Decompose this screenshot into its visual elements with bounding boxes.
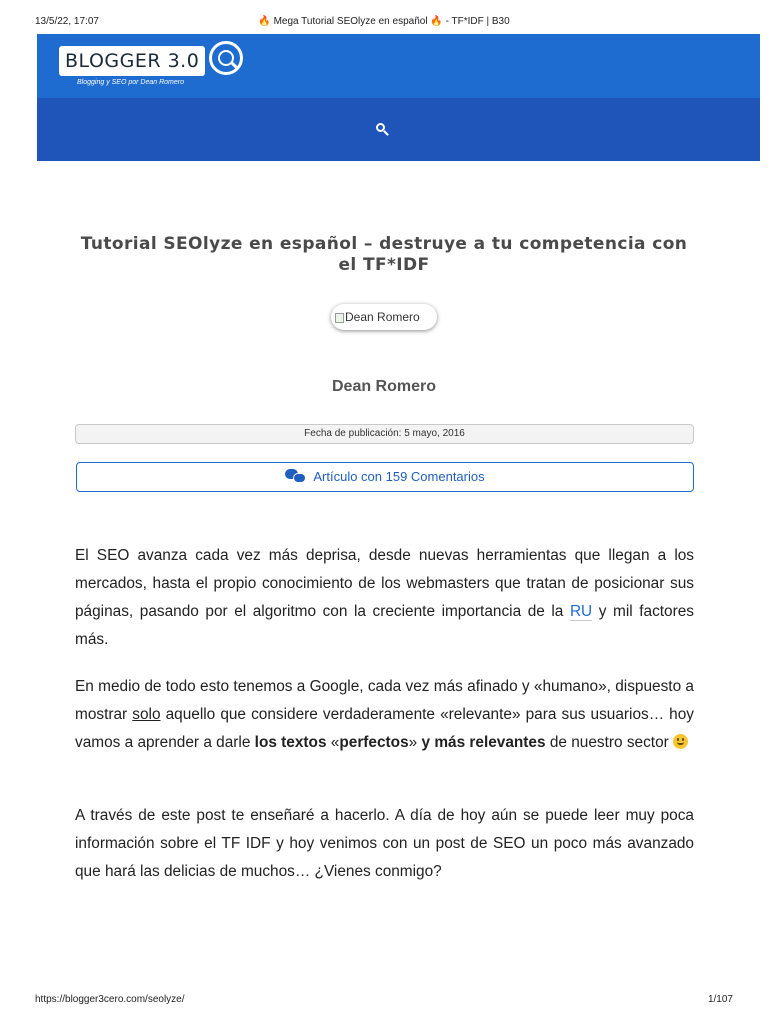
post-title: Tutorial SEOlyze en español – destruye a tu competencia con el TF*IDF	[80, 234, 688, 275]
print-title-main: Mega Tutorial SEOlyze en español	[273, 16, 428, 27]
bold-text: perfectos	[339, 734, 409, 751]
paragraph-text: En medio de todo esto tenemos a Google, cada vez más afinado y «humano», dispuesto a mostrar	[75, 678, 694, 723]
underlined-word: solo	[132, 706, 161, 723]
site-topbar	[37, 34, 760, 98]
bold-text: los textos	[254, 734, 327, 751]
logo-tagline: Blogging y SEO por Dean Romero	[77, 79, 184, 86]
print-date: 13/5/22, 17:07	[35, 16, 99, 27]
comments-icon	[285, 469, 307, 483]
paragraph-text: »	[408, 734, 422, 751]
author-name: Dean Romero	[331, 378, 437, 395]
paragraph-text: y mil factores más.	[75, 603, 694, 648]
logo-wordmark: BLOGGER 3.0	[59, 46, 205, 76]
site-header	[37, 34, 760, 161]
flame-icon: 🔥	[258, 16, 271, 27]
flame-icon: 🔥	[430, 16, 443, 27]
paragraph-text: El SEO avanza cada vez más deprisa, desde nuevas herramientas que llegan a los mercados, hasta el propio conocimiento de los webmasters que tratan de posicionar sus páginas, pasando por el algoritmo con la creciente importancia de la	[75, 547, 694, 620]
paragraph-intro	[75, 542, 694, 654]
print-url: https://blogger3cero.com/seolyze/	[35, 994, 185, 1005]
ru-link[interactable]: RU	[569, 603, 593, 620]
paragraph-teaser: A través de este post te enseñaré a hacerlo. A día de hoy aún se puede leer muy poca información sobre el TF IDF y hoy venimos con un post de SEO un poco más avanzado que hará las delicias de muchos… ¿Vienes conmigo?	[75, 807, 694, 880]
print-title-suffix: - TF*IDF | B30	[445, 16, 510, 27]
comments-button-label: Artículo con 159 Comentarios	[313, 469, 485, 484]
paragraph-text: aquello que considere verdaderamente «relevante» para sus usuarios… hoy vamos a aprender a darle	[75, 706, 695, 751]
print-document-title	[0, 16, 768, 27]
paragraph-text: «	[326, 734, 340, 751]
print-page-number: 1/107	[707, 994, 733, 1005]
bold-text: y más relevantes	[421, 734, 546, 751]
search-button[interactable]	[375, 122, 391, 138]
paragraph-google	[75, 673, 694, 757]
broken-image-icon	[335, 313, 344, 323]
print-header	[0, 16, 768, 30]
author-avatar	[331, 304, 437, 330]
magnifier-logo-icon	[209, 41, 243, 75]
smiley-icon	[673, 734, 688, 749]
avatar-alt-text: Dean Romero	[345, 310, 420, 324]
comments-button[interactable]	[76, 462, 694, 492]
publication-date: Fecha de publicación: 5 mayo, 2016	[75, 424, 694, 444]
paragraph-text: de nuestro sector	[545, 734, 674, 751]
